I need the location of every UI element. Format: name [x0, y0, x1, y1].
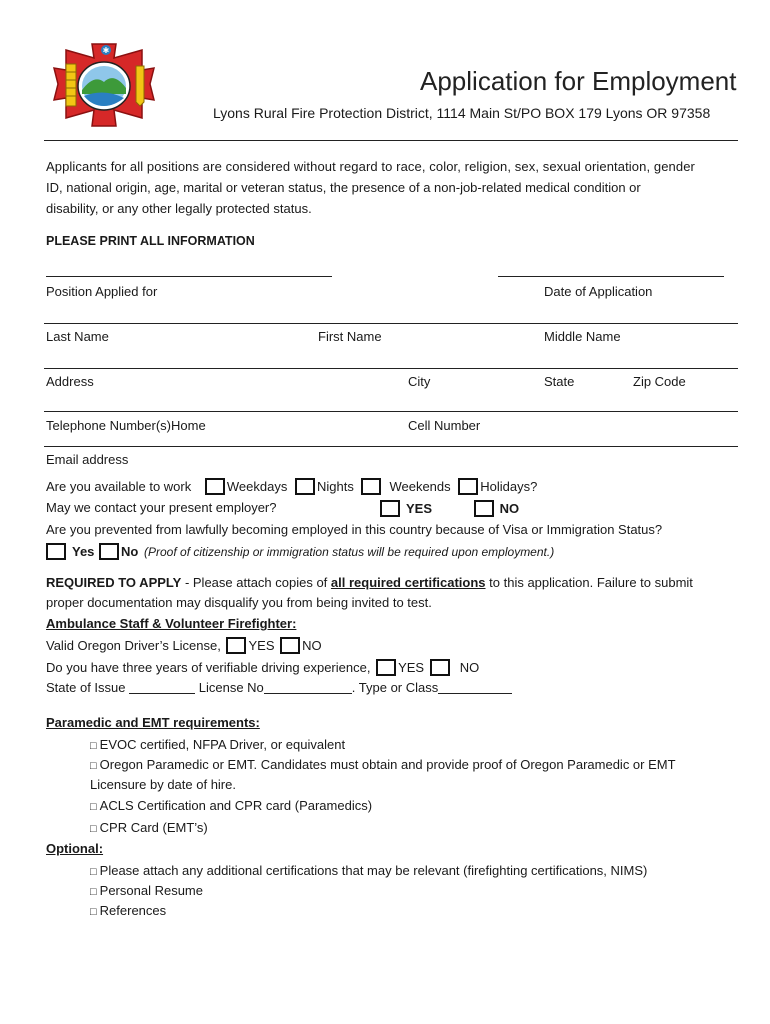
driving-no-checkbox[interactable] [430, 659, 450, 676]
address-field[interactable] [44, 368, 738, 369]
checkbox-glyph[interactable]: □ [90, 823, 97, 835]
type-class-label: . Type or Class [351, 680, 439, 695]
svg-text:✱: ✱ [102, 46, 110, 55]
header-divider [44, 140, 738, 141]
driving-row [46, 659, 479, 676]
page-title: Application for Employment [420, 66, 737, 96]
license-no-checkbox[interactable] [280, 637, 300, 654]
weekdays-label: Weekdays [226, 479, 288, 494]
driving-no-label: NO [459, 660, 480, 675]
checkbox-glyph[interactable]: □ [90, 760, 97, 772]
license-details-row [46, 680, 512, 696]
cell-label: Cell Number [408, 418, 481, 433]
driving-yes-label: YES [398, 660, 425, 675]
weekends-label: Weekends [389, 479, 451, 494]
telephone-label: Telephone Number(s)Home [46, 418, 206, 433]
paramedic-item-text: ACLS Certification and CPR card (Paramedics) [99, 798, 373, 813]
optional-item [90, 903, 166, 920]
zip-label: Zip Code [633, 374, 686, 389]
print-notice: PLEASE PRINT ALL INFORMATION [46, 234, 255, 248]
contact-yes-label: YES [406, 501, 433, 516]
license-yes-label: YES [248, 638, 275, 653]
optional-item [90, 883, 203, 900]
visa-yes-label: Yes [72, 544, 95, 559]
address-label: Address [46, 374, 94, 389]
required-text-a: - Please attach copies of [181, 575, 331, 590]
type-class-field[interactable] [438, 681, 512, 694]
nights-label: Nights [316, 479, 354, 494]
contact-no-label: NO [499, 501, 520, 516]
holidays-label: Holidays? [480, 479, 538, 494]
visa-yes-checkbox[interactable] [46, 543, 66, 560]
license-question: Valid Oregon Driver’s License, [46, 638, 221, 653]
paramedic-item [90, 798, 372, 815]
checkbox-glyph[interactable]: □ [90, 906, 97, 918]
optional-item [90, 863, 647, 880]
fire-district-logo [44, 40, 164, 130]
contact-options [380, 500, 519, 517]
required-label: REQUIRED TO APPLY [46, 575, 182, 590]
paramedic-item-text: Oregon Paramedic or EMT. Candidates must obtain and provide proof of Oregon Paramedic or EMT [99, 757, 676, 772]
city-label: City [408, 374, 431, 389]
optional-item-text: Personal Resume [99, 883, 203, 898]
required-text-c: to this application. Failure to submit [485, 575, 693, 590]
visa-options [46, 543, 554, 560]
checkbox-glyph[interactable]: □ [90, 886, 97, 898]
driving-question: Do you have three years of verifiable driving experience, [46, 660, 371, 675]
email-field[interactable] [44, 446, 738, 447]
email-label: Email address [46, 452, 129, 467]
intro-line-3: disability, or any other legally protected status. [46, 201, 312, 216]
holidays-checkbox[interactable] [458, 478, 478, 495]
license-no-field[interactable] [264, 681, 352, 694]
license-row [46, 637, 322, 654]
paramedic-item-continued: Licensure by date of hire. [90, 777, 236, 792]
telephone-field[interactable] [44, 411, 738, 412]
required-certifications: all required certifications [330, 575, 486, 590]
intro-line-1: Applicants for all positions are considered without regard to race, color, religion, sex, sexual orientation, gender [46, 159, 695, 174]
visa-no-checkbox[interactable] [99, 543, 119, 560]
nights-checkbox[interactable] [295, 478, 315, 495]
visa-no-label: No [121, 544, 139, 559]
first-name-label: First Name [318, 329, 382, 344]
contact-no-checkbox[interactable] [474, 500, 494, 517]
paramedic-item-text: EVOC certified, NFPA Driver, or equivalent [99, 737, 346, 752]
state-issue-label: State of Issue [46, 680, 126, 695]
license-no-label: NO [302, 638, 322, 653]
intro-line-2: ID, national origin, age, marital or veteran status, the presence of a non-job-related medical condition or [46, 180, 641, 195]
availability-question: Are you available to work [46, 479, 192, 494]
paramedic-item [90, 820, 208, 837]
visa-question: Are you prevented from lawfully becoming employed in this country because of Visa or Immigration Status? [46, 522, 663, 537]
paramedic-item [90, 737, 345, 754]
date-field[interactable] [498, 276, 724, 277]
checkbox-glyph[interactable]: □ [90, 801, 97, 813]
page-subtitle: Lyons Rural Fire Protection District, 1114 Main St/PO BOX 179 Lyons OR 97358 [213, 105, 711, 121]
paramedic-item [90, 757, 676, 774]
checkbox-glyph[interactable]: □ [90, 740, 97, 752]
required-line-2: proper documentation may disqualify you from being invited to test. [46, 595, 432, 610]
position-label: Position Applied for [46, 284, 158, 299]
optional-item-text: References [99, 903, 167, 918]
license-yes-checkbox[interactable] [226, 637, 246, 654]
visa-note: (Proof of citizenship or immigration status will be required upon employment.) [144, 545, 555, 559]
required-line-1 [46, 575, 693, 591]
weekdays-checkbox[interactable] [205, 478, 225, 495]
checkbox-glyph[interactable]: □ [90, 866, 97, 878]
last-name-label: Last Name [46, 329, 109, 344]
contact-yes-checkbox[interactable] [380, 500, 400, 517]
paramedic-item-text: CPR Card (EMT’s) [99, 820, 208, 835]
state-issue-field[interactable] [129, 681, 195, 694]
paramedic-heading: Paramedic and EMT requirements: [46, 715, 260, 730]
middle-name-label: Middle Name [544, 329, 621, 344]
name-field[interactable] [44, 323, 738, 324]
state-label: State [544, 374, 575, 389]
availability-row [46, 478, 537, 495]
optional-heading: Optional: [46, 841, 104, 856]
optional-item-text: Please attach any additional certifications that may be relevant (firefighting certifications, NIMS) [99, 863, 648, 878]
license-no-label: License No [198, 680, 264, 695]
date-label: Date of Application [544, 284, 653, 299]
weekends-checkbox[interactable] [361, 478, 381, 495]
contact-question: May we contact your present employer? [46, 500, 277, 515]
driving-yes-checkbox[interactable] [376, 659, 396, 676]
position-field[interactable] [46, 276, 332, 277]
ambulance-heading: Ambulance Staff & Volunteer Firefighter: [46, 616, 297, 631]
